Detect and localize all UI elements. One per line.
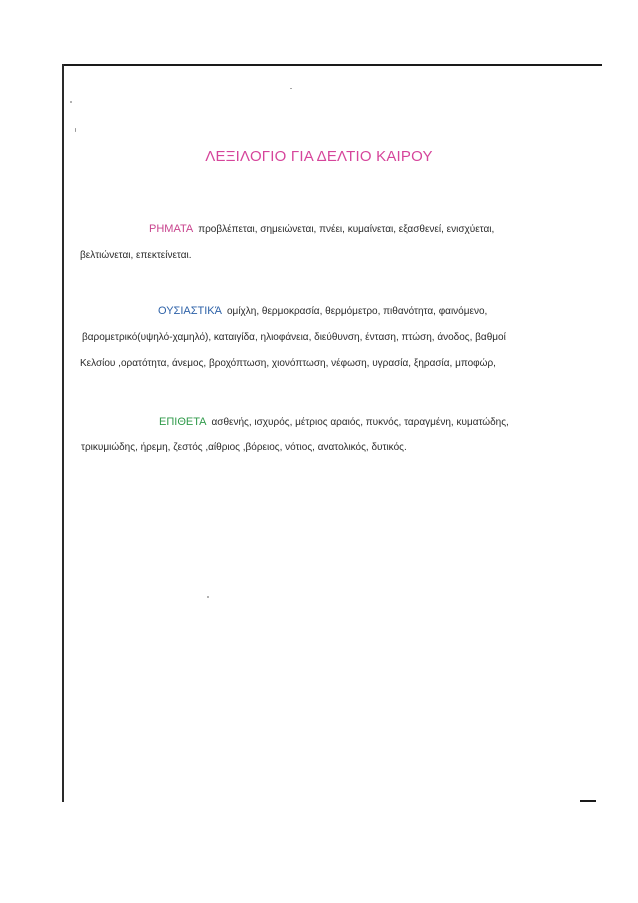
rimata-label: ΡΗΜΑΤΑ <box>149 223 194 235</box>
scan-speck <box>70 101 72 103</box>
ousiastika-label: ΟΥΣΙΑΣΤΙΚΆ <box>158 305 222 317</box>
ousiastika-text-2: βαρομετρικό(υψηλό-χαμηλό), καταιγίδα, ηλιοφάνεια, διεύθυνση, ένταση, πτώση, άνοδος, βαθμοί <box>82 332 506 343</box>
epitheta-line-1 <box>159 416 509 428</box>
ousiastika-line-3 <box>80 358 496 369</box>
rimata-text-2: βελτιώνεται, επεκτείνεται. <box>80 250 192 261</box>
ousiastika-line-2 <box>82 332 506 343</box>
ousiastika-line-1 <box>158 305 487 317</box>
rimata-line-2 <box>80 250 192 261</box>
scan-edge-left <box>62 64 64 802</box>
epitheta-label: ΕΠΙΘΕΤΑ <box>159 416 207 428</box>
scan-edge-mark <box>580 800 596 802</box>
page-title: ΛΕΞΙΛΟΓΙΟ ΓΙΑ ΔΕΛΤΙΟ ΚΑΙΡΟΥ <box>205 148 433 165</box>
scan-speck <box>290 88 292 89</box>
epitheta-line-2 <box>81 442 407 453</box>
scan-edge-top <box>62 64 602 66</box>
rimata-text-1: προβλέπεται, σημειώνεται, πνέει, κυμαίνεται, εξασθενεί, ενισχύεται, <box>198 224 495 235</box>
scan-speck <box>207 596 209 598</box>
scan-speck <box>75 128 76 132</box>
ousiastika-text-1: ομίχλη, θερμοκρασία, θερμόμετρο, πιθανότητα, φαινόμενο, <box>227 306 488 317</box>
epitheta-text-1: ασθενής, ισχυρός, μέτριος αραιός, πυκνός, ταραγμένη, κυματώδης, <box>211 417 509 428</box>
rimata-line-1 <box>149 223 494 235</box>
epitheta-text-2: τρικυμιώδης, ήρεμη, ζεστός ,αίθριος ,βόρειος, νότιος, ανατολικός, δυτικός. <box>81 442 407 453</box>
ousiastika-text-3: Κελσίου ,ορατότητα, άνεμος, βροχόπτωση, χιονόπτωση, νέφωση, υγρασία, ξηρασία, μποφώρ, <box>80 358 496 369</box>
